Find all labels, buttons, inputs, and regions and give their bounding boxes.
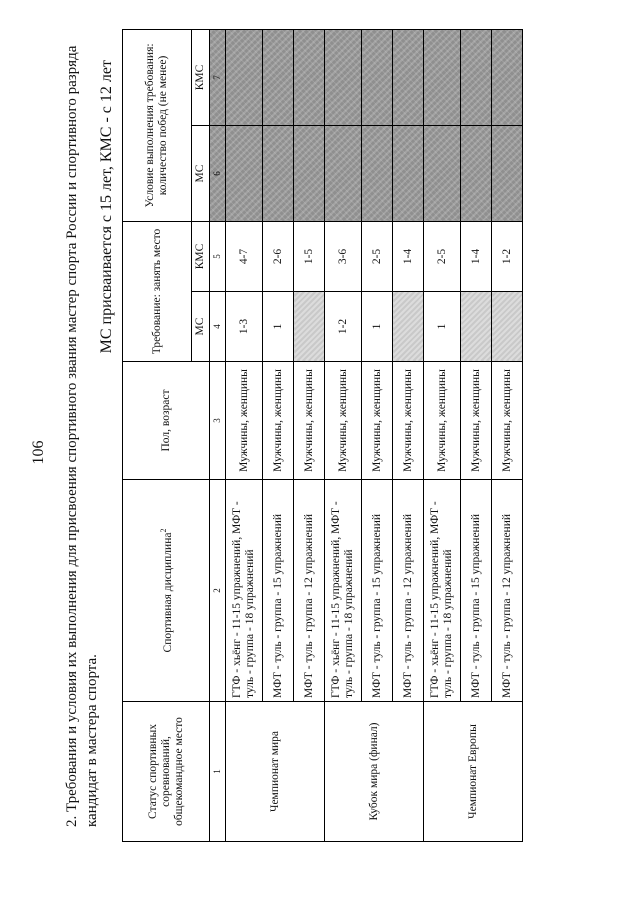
place-kms-cell: 2-5 [424,221,461,291]
place-ms-cell: 1-2 [325,292,362,362]
requirements-table [122,29,523,842]
place-kms-cell: 3-6 [325,221,362,291]
wins-kms-cell [461,29,492,125]
wins-kms-cell [294,29,325,125]
page-number: 106 [30,440,47,465]
wins-ms-cell [424,125,461,221]
sex-cell: Мужчины, женщины [492,362,523,480]
sex-cell: Мужчины, женщины [362,362,393,480]
intro-paragraph [62,17,102,827]
wins-kms-cell [393,29,424,125]
status-cell: Кубок мира (финал) [325,702,424,842]
intro-line-1: 2. Требования и условия их выполнения для присвоения спортивного звания мастер спорта России и спортивного разряда [64,45,80,827]
discipline-cell: ГТФ - хьёнг - 11-15 упражнений, МФТ - туль - группа - 18 упражнений [226,480,263,702]
wins-kms-cell [226,29,263,125]
place-kms-cell: 4-7 [226,221,263,291]
place-ms-cell: 1 [263,292,294,362]
header-discipline [123,480,210,702]
col-index: 6 [210,125,226,221]
wins-ms-cell [325,125,362,221]
wins-ms-cell [226,125,263,221]
col-index: 5 [210,221,226,291]
wins-ms-cell [294,125,325,221]
place-ms-cell [294,292,325,362]
place-kms-cell: 1-4 [461,221,492,291]
status-cell: Чемпионат мира [226,702,325,842]
wins-ms-cell [393,125,424,221]
wins-ms-cell [492,125,523,221]
sex-cell: Мужчины, женщины [424,362,461,480]
table-row [424,29,461,841]
sex-cell: Мужчины, женщины [461,362,492,480]
discipline-cell: МФТ - туль - группа - 15 упражнений [263,480,294,702]
sex-cell: Мужчины, женщины [325,362,362,480]
sex-cell: Мужчины, женщины [294,362,325,480]
sex-cell: Мужчины, женщины [263,362,294,480]
col-index: 3 [210,362,226,480]
wins-ms-cell [362,125,393,221]
place-ms-cell: 1-3 [226,292,263,362]
discipline-cell: ГТФ - хьёнг - 11-15 упражнений, МФТ - туль - группа - 18 упражнений [424,480,461,702]
header-wins-kms: КМС [192,29,210,125]
wins-ms-cell [461,125,492,221]
col-index: 1 [210,702,226,842]
discipline-cell: МФТ - туль - группа - 12 упражнений [294,480,325,702]
place-ms-cell: 1 [424,292,461,362]
sex-cell: Мужчины, женщины [226,362,263,480]
wins-kms-cell [492,29,523,125]
header-discipline-text: Спортивная дисциплина [161,532,174,653]
header-wins-ms: МС [192,125,210,221]
status-cell: Чемпионат Европы [424,702,523,842]
table-row [325,29,362,841]
place-kms-cell: 1-2 [492,221,523,291]
header-place: Требование: занять место [123,221,192,361]
header-status: Статус спортивных соревнований, общекомандное место [123,702,210,842]
ms-age-note: МС присваивается с 15 лет, КМС - с 12 лет [98,60,115,354]
wins-kms-cell [362,29,393,125]
wins-kms-cell [424,29,461,125]
place-kms-cell: 2-6 [263,221,294,291]
place-ms-cell: 1 [362,292,393,362]
wins-kms-cell [263,29,294,125]
place-ms-cell [461,292,492,362]
sex-cell: Мужчины, женщины [393,362,424,480]
discipline-cell: ГТФ - хьёнг - 11-15 упражнений, МФТ - туль - группа - 18 упражнений [325,480,362,702]
col-index: 7 [210,29,226,125]
discipline-cell: МФТ - туль - группа - 15 упражнений [461,480,492,702]
header-discipline-footnote: 2 [159,528,169,533]
header-place-kms: КМС [192,221,210,291]
header-place-ms: МС [192,292,210,362]
place-ms-cell [393,292,424,362]
place-kms-cell: 1-5 [294,221,325,291]
place-kms-cell: 1-4 [393,221,424,291]
column-index-row [210,29,226,841]
col-index: 2 [210,480,226,702]
place-ms-cell [492,292,523,362]
discipline-cell: МФТ - туль - группа - 12 упражнений [492,480,523,702]
wins-ms-cell [263,125,294,221]
place-kms-cell: 2-5 [362,221,393,291]
discipline-cell: МФТ - туль - группа - 12 упражнений [393,480,424,702]
table-row [226,29,263,841]
header-sex-age: Пол, возраст [123,362,210,480]
discipline-cell: МФТ - туль - группа - 15 упражнений [362,480,393,702]
col-index: 4 [210,292,226,362]
header-wins: Условие выполнения требования: количество побед (не менее) [123,29,192,221]
wins-kms-cell [325,29,362,125]
intro-line-2: кандидат в мастера спорта. [84,654,100,827]
